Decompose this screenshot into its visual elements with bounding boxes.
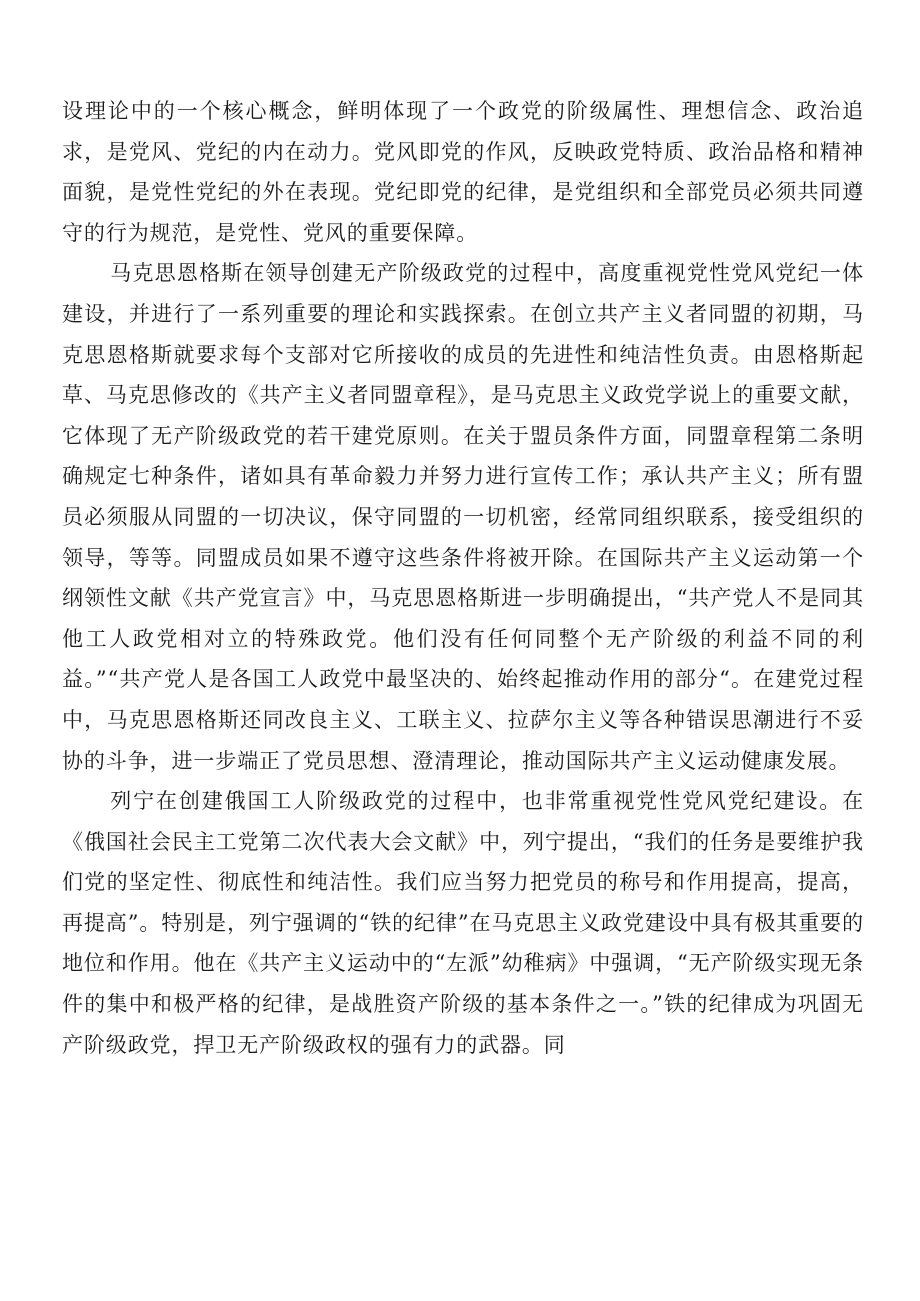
paragraph-lenin: 列宁在创建俄国工人阶级政党的过程中，也非常重视党性党风党纪建设。在《俄国社会民主工党第二次代表大会文献》中，列宁提出，“我们的任务是要维护我们党的坚定性、彻底性和纯洁性。我们应当努力把党员的称号和作用提高，提高，再提高”。特别是，列宁强调的“铁的纪律”在马克思主义政党建设中具有极其重要的地位和作用。他在《共产主义运动中的“左派”幼稚病》中强调，“无产阶级实现无条件的集中和极严格的纪律，是战胜资产阶级的基本条件之一。”铁的纪律成为巩固无产阶级政党，捍卫无产阶级政权的强有力的武器。同 <box>62 789 864 1057</box>
paragraph-marx-engels: 马克思恩格斯在领导创建无产阶级政党的过程中，高度重视党性党风党纪一体建设，并进行了一系列重要的理论和实践探索。在创立共产主义者同盟的初期，马克思恩格斯就要求每个支部对它所接收的成员的先进性和纯洁性负责。由恩格斯起草、马克思修改的《共产主义者同盟章程》，是马克思主义政党学说上的重要文献，它体现了无产阶级政党的若干建党原则。在关于盟员条件方面，同盟章程第二条明确规定七种条件，诸如具有革命毅力并努力进行宣传工作；承认共产主义；所有盟员必须服从同盟的一切决议，保守同盟的一切机密，经常同组织联系，接受组织的领导，等等。同盟成员如果不遵守这些条件将被开除。在国际共产主义运动第一个纲领性文献《共产党宣言》中，马克思恩格斯进一步明确提出，“共产党人不是同其他工人政党相对立的特殊政党。他们没有任何同整个无产阶级的利益不同的利益。”“共产党人是各国工人政党中最坚决的、始终起推动作用的部分“。在建党过程中，马克思恩格斯还同改良主义、工联主义、拉萨尔主义等各种错误思潮进行不妥协的斗争，进一步端正了党员思想、澄清理论，推动国际共产主义运动健康发展。 <box>62 261 864 773</box>
paragraph-continuation: 设理论中的一个核心概念，鲜明体现了一个政党的阶级属性、理想信念、政治追求，是党风、党纪的内在动力。党风即党的作风，反映政党特质、政治品格和精神面貌，是党性党纪的外在表现。党纪即党的纪律，是党组织和全部党员必须共同遵守的行为规范，是党性、党风的重要保障。 <box>62 99 864 245</box>
